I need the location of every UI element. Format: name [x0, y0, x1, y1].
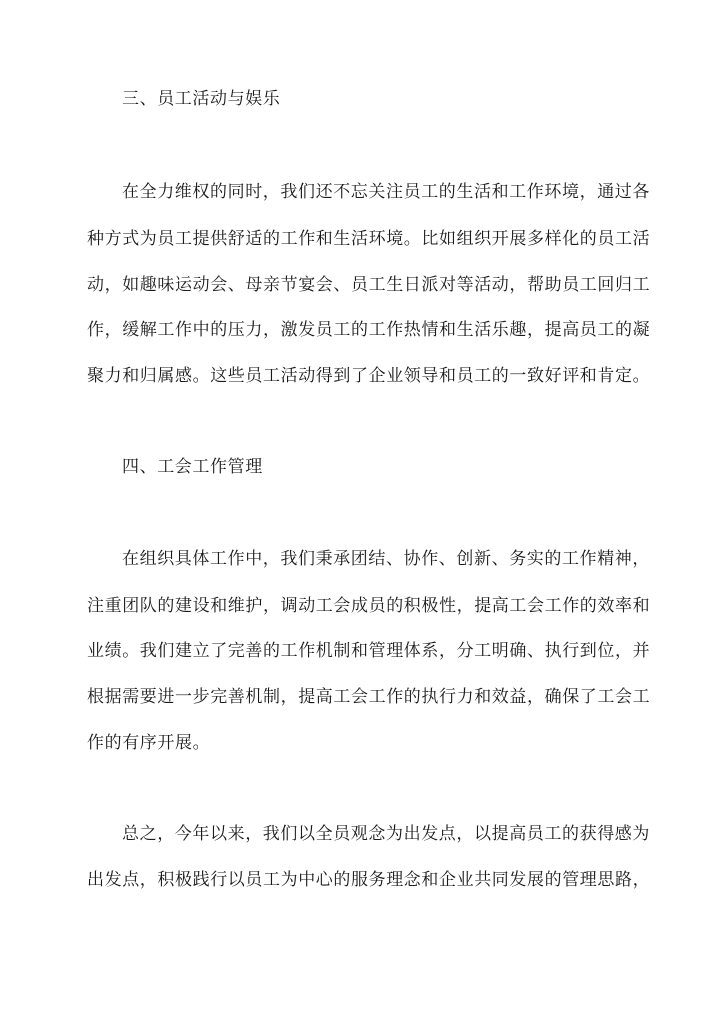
- paragraph-line: 在全力维权的同时，我们还不忘关注员工的生活和工作环境，通过各: [122, 182, 650, 202]
- section-heading-management: 四、工会工作管理: [122, 457, 263, 477]
- conclusion-line: 总之，今年以来，我们以全员观念为出发点，以提高员工的获得感为: [122, 824, 650, 844]
- paragraph-line: 动，如趣味运动会、母亲节宴会、员工生日派对等活动，帮助员工回归工: [87, 275, 651, 295]
- paragraph-line: 在组织具体工作中，我们秉承团结、协作、创新、务实的工作精神，: [122, 549, 650, 569]
- conclusion-line: 出发点，积极践行以员工为中心的服务理念和企业共同发展的管理思路，: [87, 870, 651, 890]
- paragraph-line: 注重团队的建设和维护，调动工会成员的积极性，提高工会工作的效率和: [87, 596, 651, 616]
- paragraph-line: 作，缓解工作中的压力，激发员工的工作热情和生活乐趣，提高员工的凝: [87, 320, 651, 340]
- paragraph-line: 作的有序开展。: [87, 733, 211, 753]
- paragraph-line: 业绩。我们建立了完善的工作机制和管理体系，分工明确、执行到位，并: [87, 641, 651, 661]
- section-heading-activities: 三、员工活动与娱乐: [122, 89, 281, 109]
- paragraph-line: 聚力和归属感。这些员工活动得到了企业领导和员工的一致好评和肯定。: [87, 366, 651, 386]
- paragraph-line: 根据需要进一步完善机制，提高工会工作的执行力和效益，确保了工会工: [87, 687, 651, 707]
- paragraph-line: 种方式为员工提供舒适的工作和生活环境。比如组织开展多样化的员工活: [87, 229, 651, 249]
